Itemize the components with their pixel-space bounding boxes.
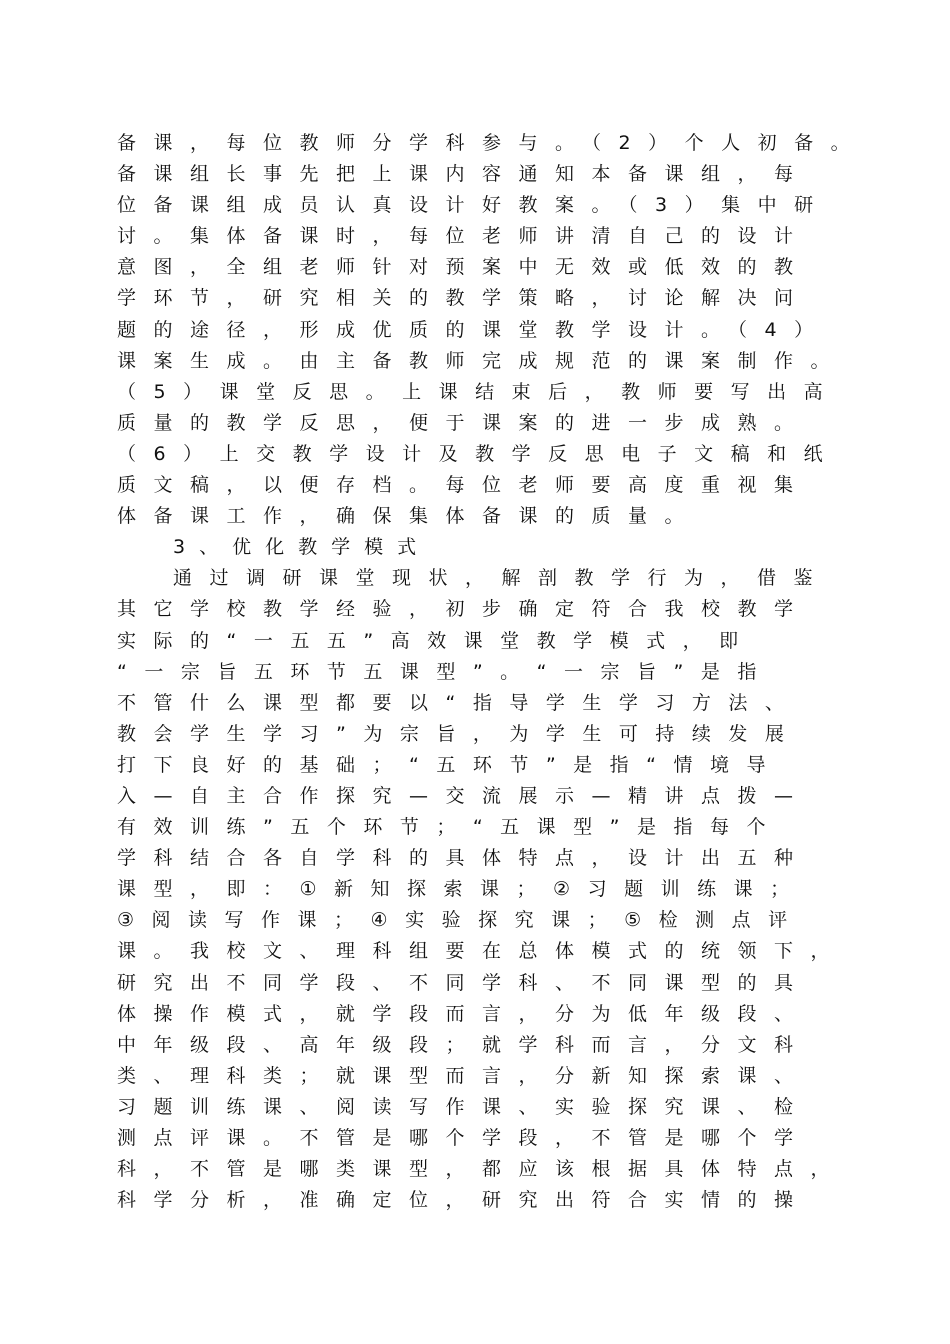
text-line: 题的途径，形成优质的课堂教学设计。（4） [117,318,831,341]
text-line: 质量的教学反思，便于课案的进一步成熟。 [117,411,811,434]
text-line: 意图，全组老师针对预案中无效或低效的教 [117,256,811,279]
text-line: 质文稿，以便存档。每位老师要高度重视集 [117,474,811,497]
text-line: 其它学校教学经验，初步确定符合我校教学 [117,598,811,621]
text-line: 实际的“一五五”高效课堂教学模式，即 [117,629,756,652]
text-line: 中年级段、高年级段；就学科而言，分文科 [117,1033,811,1056]
text-line: 有效训练”五个环节；“五课型”是指每个 [117,816,784,839]
text-line: 备课组长事先把上课内容通知本备课组，每 [117,163,811,186]
text-line: ③阅读写作课；④实验探究课；⑤检测点评 [117,909,805,932]
text-line: “一宗旨五环节五课型”。“一宗旨”是指 [117,660,774,683]
text-line: 科学分析，准确定位，研究出符合实情的操 [117,1189,811,1212]
section-heading: 3、优化教学模式 [173,536,431,559]
text-line: 入—自主合作探究—交流展示—精讲点拨— [117,784,811,807]
text-line: 位备课组成员认真设计好教案。（3）集中研 [117,194,831,217]
text-line: 不管什么课型都要以“指导学生学习方法、 [117,691,802,714]
text-line: （6）上交教学设计及教学反思电子文稿和纸 [117,442,841,465]
text-line: 教会学生学习”为宗旨，为学生可持续发展 [117,722,802,745]
text-line: 学科结合各自学科的具体特点，设计出五种 [117,847,811,870]
text-line: 类、理科类；就课型而言，分新知探索课、 [117,1064,811,1087]
text-line: 学环节，研究相关的教学策略，讨论解决问 [117,287,811,310]
text-line: 科，不管是哪类课型，都应该根据具体特点， [117,1158,848,1181]
text-line: 备课，每位教师分学科参与。（2）个人初备。 [117,132,868,154]
body-text [117,128,877,1216]
text-line: 课型，即：①新知探索课；②习题训练课； [117,878,807,901]
text-line: 课。我校文、理科组要在总体模式的统领下， [117,940,848,963]
text-line: 打下良好的基础；“五环节”是指“情境导 [117,753,784,776]
text-line: 测点评课。不管是哪个学段，不管是哪个学 [117,1127,811,1149]
text-line: 体操作模式，就学段而言，分为低年级段、 [117,1002,811,1025]
text-line: 讨。集体备课时，每位老师讲清自己的设计 [117,225,811,248]
paragraph-first-line: 通过调研课堂现状，解剖教学行为，借鉴 [173,567,831,590]
text-line: 体备课工作，确保集体备课的质量。 [117,505,702,528]
text-line: （5）课堂反思。上课结束后，教师要写出高 [117,380,841,403]
text-line: 研究出不同学段、不同学科、不同课型的具 [117,971,811,994]
text-line: 习题训练课、阅读写作课、实验探究课、检 [117,1095,811,1118]
text-line: 课案生成。由主备教师完成规范的课案制作。 [117,349,848,372]
